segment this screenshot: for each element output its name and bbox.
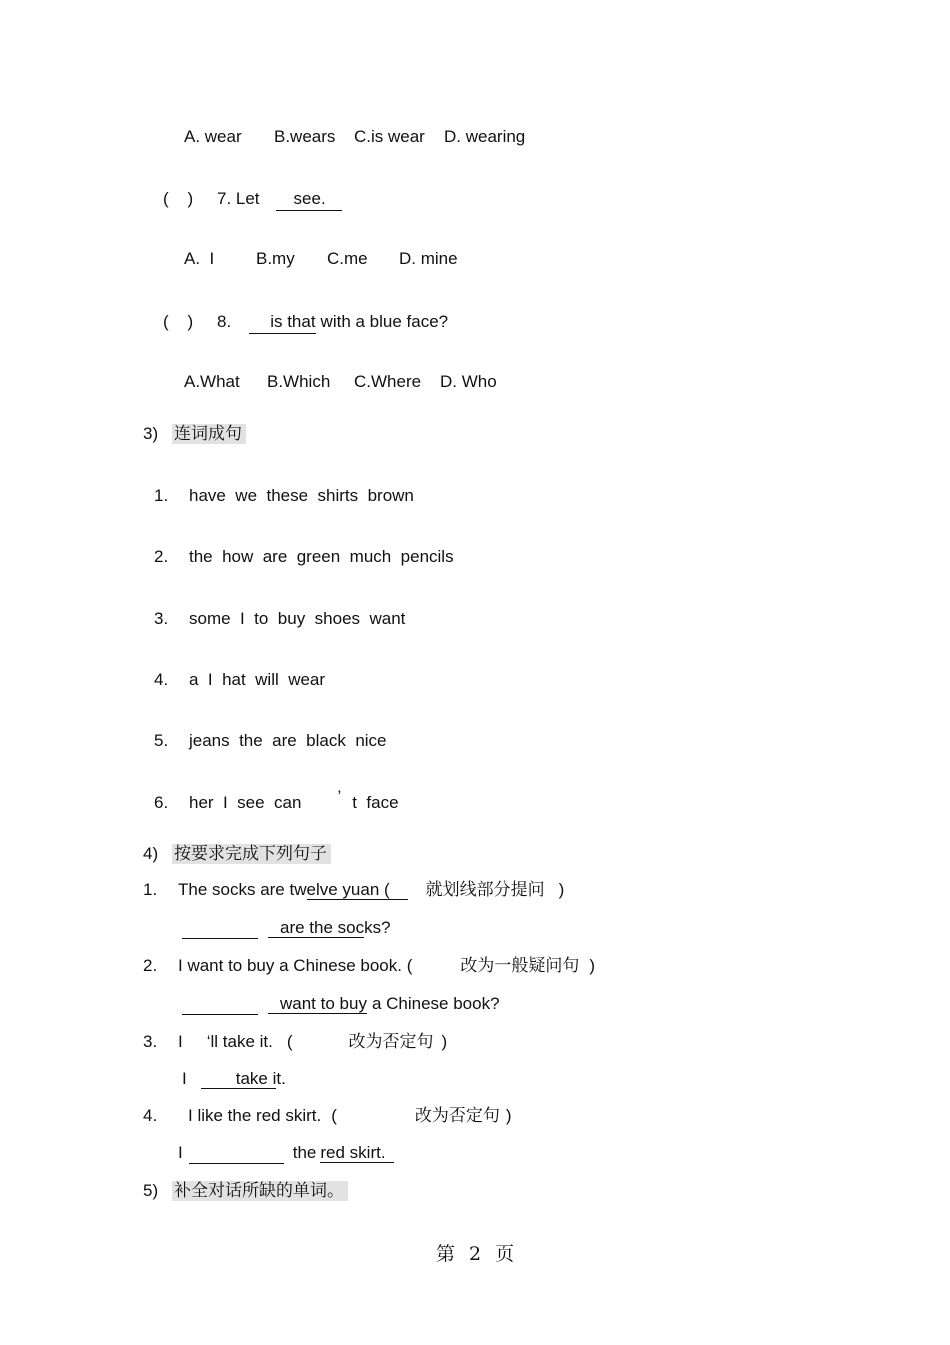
q7-stem: 7. Let bbox=[217, 189, 260, 208]
page-prefix: 第 bbox=[436, 1243, 456, 1265]
section-4-number: 4) bbox=[143, 844, 159, 863]
item-words: jeans the are black nice bbox=[189, 731, 387, 750]
item-number: 2. bbox=[143, 956, 158, 975]
section-3-item bbox=[154, 669, 325, 691]
item-close-paren: ) bbox=[441, 1032, 448, 1051]
section-4-answer-3 bbox=[182, 1068, 286, 1090]
item-number: 1. bbox=[154, 486, 169, 505]
answer-start: I bbox=[178, 1143, 183, 1162]
section-3-number: 3) bbox=[143, 424, 159, 443]
item-number: 2. bbox=[154, 547, 169, 566]
q7-blank bbox=[276, 188, 342, 211]
section-4-item-3 bbox=[143, 1031, 447, 1053]
q8-blank-text: is that bbox=[270, 312, 316, 331]
q6-option-d: D. wearing bbox=[444, 127, 526, 146]
q7-option-c: C.me bbox=[327, 249, 368, 268]
item-instruction: 改为否定句 bbox=[348, 1032, 434, 1052]
section-3-heading bbox=[143, 423, 246, 445]
item-text: I want to buy a Chinese book. ( bbox=[178, 956, 413, 975]
item-open-paren: ( bbox=[286, 1032, 293, 1051]
q7-option-a: A. I bbox=[184, 249, 215, 268]
answer-underlined-text: are the soc bbox=[280, 918, 365, 937]
item-instruction: 改为否定句 bbox=[414, 1106, 500, 1126]
item-text-cont: ‘ll take it. bbox=[206, 1032, 273, 1051]
q8-option-b: B.Which bbox=[267, 372, 331, 391]
item-open-paren: ( bbox=[331, 1106, 337, 1125]
q8-paren: ( ) bbox=[163, 312, 194, 331]
item-number: 1. bbox=[143, 880, 158, 899]
item-number: 4. bbox=[143, 1106, 158, 1125]
answer-rest: t. bbox=[276, 1069, 286, 1088]
q8-option-d: D. Who bbox=[440, 372, 497, 391]
item-words: some I to buy shoes want bbox=[189, 609, 406, 628]
item-words: a I hat will wear bbox=[189, 670, 326, 689]
section-3-title: 连词成句 bbox=[172, 424, 246, 444]
item-words: have we these shirts brown bbox=[189, 486, 414, 505]
item-close-paren: ) bbox=[589, 956, 596, 975]
page-suffix: 页 bbox=[495, 1243, 515, 1265]
answer-underlined-text: red skirt. bbox=[320, 1143, 386, 1162]
section-3-item bbox=[154, 730, 387, 752]
q6-option-b: B.wears bbox=[274, 127, 336, 146]
answer-underlined-text: take i bbox=[235, 1069, 277, 1088]
section-4-item-4 bbox=[143, 1105, 512, 1127]
answer-underlined bbox=[268, 994, 367, 1014]
answer-blank bbox=[182, 996, 258, 1015]
section-4-item-2 bbox=[143, 955, 595, 977]
answer-blank bbox=[182, 920, 258, 939]
item-number: 3. bbox=[143, 1032, 158, 1051]
answer-start: I bbox=[182, 1069, 187, 1088]
section-3-item bbox=[154, 485, 414, 507]
q8-option-c: C.Where bbox=[354, 372, 422, 391]
item-words-end: t face bbox=[352, 793, 399, 812]
section-3-item bbox=[154, 546, 454, 568]
section-4-heading bbox=[143, 843, 331, 865]
item-underlined bbox=[307, 880, 408, 900]
section-5-title: 补全对话所缺的单词。 bbox=[172, 1181, 348, 1201]
answer-underlined bbox=[320, 1143, 393, 1163]
item-underlined-text: elve yuan ( bbox=[306, 880, 390, 899]
q8-line bbox=[163, 311, 448, 334]
section-4-answer-2 bbox=[182, 993, 500, 1015]
section-5-heading bbox=[143, 1180, 348, 1202]
item-number: 4. bbox=[154, 670, 169, 689]
item-close-paren: ) bbox=[505, 1106, 512, 1125]
section-3-item bbox=[154, 608, 405, 630]
section-4-answer-1 bbox=[182, 917, 391, 939]
section-5-number: 5) bbox=[143, 1181, 159, 1200]
q7-option-b: B.my bbox=[256, 249, 295, 268]
q7-paren: ( ) bbox=[163, 189, 194, 208]
item-text: I like the red skirt. bbox=[188, 1106, 322, 1125]
q8-blank bbox=[249, 311, 315, 334]
answer-underlined bbox=[268, 918, 364, 938]
answer-blank bbox=[189, 1145, 284, 1164]
section-3-item bbox=[154, 787, 399, 814]
q6-option-a: A. wear bbox=[184, 127, 242, 146]
item-apostrophe: ’ bbox=[337, 787, 342, 806]
answer-rest: a Chinese book? bbox=[371, 994, 500, 1013]
section-4-answer-4 bbox=[178, 1142, 394, 1164]
item-number: 3. bbox=[154, 609, 169, 628]
q8-rest: with a blue face? bbox=[320, 312, 449, 331]
item-close-paren: ) bbox=[558, 880, 565, 899]
q6-option-c: C.is wear bbox=[354, 127, 425, 146]
page-number: 2 bbox=[469, 1243, 482, 1265]
q7-line bbox=[163, 188, 342, 211]
section-4-title: 按要求完成下列句子 bbox=[172, 844, 331, 864]
item-text: The socks are tw bbox=[178, 880, 307, 899]
q6-options bbox=[184, 126, 525, 148]
item-instruction: 就划线部分提问 bbox=[425, 880, 545, 900]
answer-underlined bbox=[201, 1069, 277, 1089]
item-text: I bbox=[178, 1032, 183, 1051]
answer-rest: ks? bbox=[364, 918, 391, 937]
section-4-item-1 bbox=[143, 879, 564, 901]
q7-options bbox=[184, 248, 458, 270]
item-number: 5. bbox=[154, 731, 169, 750]
item-number: 6. bbox=[154, 793, 169, 812]
q8-num: 8. bbox=[217, 312, 232, 331]
item-instruction: 改为一般疑问句 bbox=[460, 956, 580, 976]
q7-option-d: D. mine bbox=[399, 249, 458, 268]
answer-mid: the bbox=[292, 1143, 317, 1162]
page-footer bbox=[436, 1243, 514, 1265]
item-words: the how are green much pencils bbox=[189, 547, 454, 566]
item-words: her I see can bbox=[189, 793, 302, 812]
q8-options bbox=[184, 371, 497, 393]
q8-option-a: A.What bbox=[184, 372, 240, 391]
answer-underlined-text: want to buy bbox=[280, 994, 367, 1013]
q7-blank-text: see. bbox=[293, 189, 326, 208]
